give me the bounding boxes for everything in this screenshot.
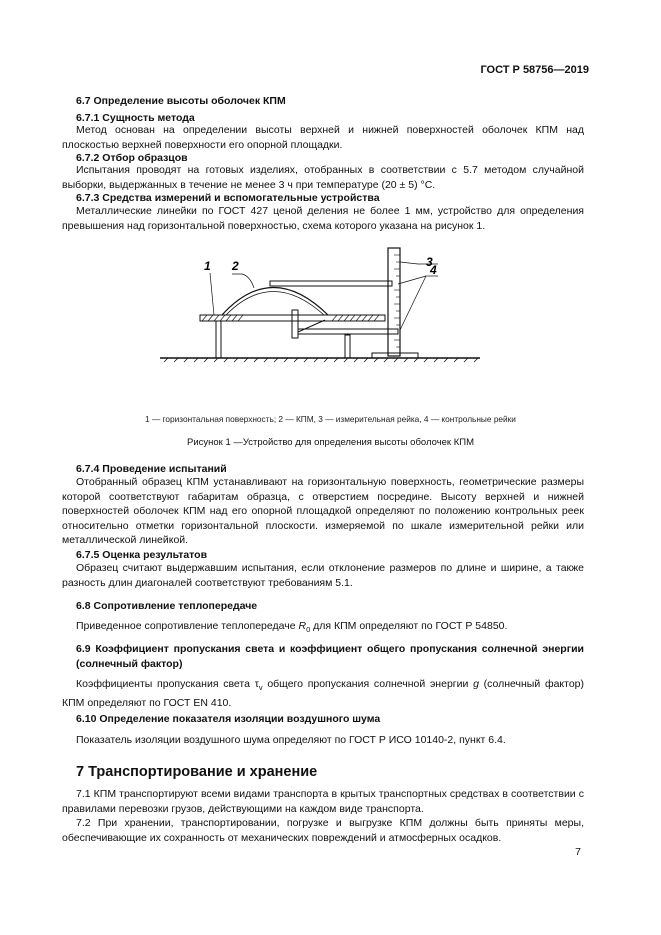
standard-header: ГОСТ Р 58756—2019 <box>480 64 589 76</box>
leader-1 <box>210 273 214 315</box>
center-post <box>292 310 298 338</box>
leader-4b <box>400 276 426 330</box>
s68-text-a: Приведенное сопротивление теплопередаче <box>76 620 299 632</box>
section-6-7-3-title: 6.7.3 Средства измерений и вспомогательные устройства <box>76 192 380 204</box>
figure-legend: 1 — горизонтальная поверхность; 2 — КПМ, 3 — измерительная рейка, 4 — контрольные рейки <box>145 414 516 424</box>
leader-4a <box>398 276 426 284</box>
left-leg <box>216 320 221 358</box>
fig-label-3: 3 <box>426 255 433 269</box>
section-6-9-title: 6.9 Коэффициент пропускания света и коэффициент общего пропускания солнечной энергии (солнечный фактор) <box>76 643 584 670</box>
fig-label-2: 2 <box>232 259 239 273</box>
section-6-10-text: Показатель изоляции воздушного шума определяют по ГОСТ Р ИСО 10140-2, пункт 6.4. <box>76 734 506 746</box>
section-6-9-text <box>62 677 584 710</box>
s69-tau-sub: v <box>258 683 263 693</box>
section-6-7-1-title: 6.7.1 Сущность метода <box>76 112 195 124</box>
kpm-inner-shell <box>226 292 324 316</box>
figure-caption: Рисунок 1 —Устройство для определения высоты оболочек КПМ <box>186 437 474 448</box>
right-leg <box>345 335 350 358</box>
section-6-8-text <box>62 619 584 638</box>
section-6-7-4-text: Отобранный образец КПМ устанавливают на горизонтальную поверхность, геометрические размеры которой соответствуют габаритам образца, с отверстием посредине. Высоту верхней и нижней поверхностей оболочек КПМ над его опорной площадкой определяют по положению контрольных реек относительно отметки горизонтальной плоскости. измеряемой по шкале измерительной рейки или металлической линейкой. <box>62 476 584 546</box>
s69-tau: τ <box>254 678 259 690</box>
section-7-1-text: 7.1 КПМ транспортируют всеми видами транспорта в крытых транспортных средствах в соответствии с правилами перевозки грузов, действующими на каждом виде транспорта. <box>62 788 584 815</box>
leader-3 <box>400 262 418 264</box>
fig-label-4: 4 <box>430 263 437 277</box>
upper-control-rail <box>270 281 392 286</box>
page-number: 7 <box>575 846 581 858</box>
rod-scale <box>394 255 400 347</box>
section-6-8-title: 6.8 Сопротивление теплопередаче <box>76 600 258 612</box>
s69-text-b: общего пропускания солнечной энергии <box>262 678 474 690</box>
section-6-7-1-text: Метод основан на определении высоты верхней и нижней поверхностей оболочек КПМ над плоскостью верхней поверхности его опорной площадки. <box>62 124 584 151</box>
s69-g: g <box>473 678 479 690</box>
fig-label-1: 1 <box>204 259 211 273</box>
s69-text-c: (солнечный фактор) КПМ определяют по ГОСТ EN 410. <box>62 678 584 709</box>
section-6-7-5-title: 6.7.5 Оценка результатов <box>76 549 208 561</box>
s68-subscript: 0 <box>306 625 311 635</box>
section-7-2-text: 7.2 При хранении, транспортировании, погрузке и выгрузке КПМ должны быть приняты меры, обеспечивающие их сохранность от механических повреждений и атмосферных осадков. <box>62 817 584 844</box>
lower-control-rail <box>298 329 398 334</box>
section-6-10-title: 6.10 Определение показателя изоляции воздушного шума <box>76 713 381 725</box>
brace <box>298 320 325 332</box>
section-6-7-2-title: 6.7.2 Отбор образцов <box>76 152 188 164</box>
leader-2 <box>232 274 254 288</box>
section-6-7-2-text: Испытания проводят на готовых изделиях, отобранных в соответствии с 5.7 методом случайной выборки, выдержанных в течение не менее 3 ч при температуре (20 ± 5) °С. <box>62 164 584 191</box>
section-6-7-title: 6.7 Определение высоты оболочек КПМ <box>76 95 286 107</box>
section-6-7-5-text: Образец считают выдержавшим испытания, если отклонение размеров по длине и ширине, а также разность длин диагоналей соответствуют требованиям 5.1. <box>62 562 584 589</box>
section-7-title: 7 Транспортирование и хранение <box>76 764 318 780</box>
section-6-7-4-title: 6.7.4 Проведение испытаний <box>76 463 227 475</box>
figure-device-diagram <box>150 240 510 400</box>
section-6-7-3-text: Металлические линейки по ГОСТ 427 ценой деления не более 1 мм, устройство для определения превышения над горизонтальной поверхностью, схема которого указана на рисунок 1. <box>62 205 584 232</box>
s68-text-b: для КПМ определяют по ГОСТ Р 54850. <box>310 620 508 632</box>
s69-text-a: Коэффициенты пропускания света <box>76 678 255 690</box>
s68-symbol: R <box>298 620 307 632</box>
